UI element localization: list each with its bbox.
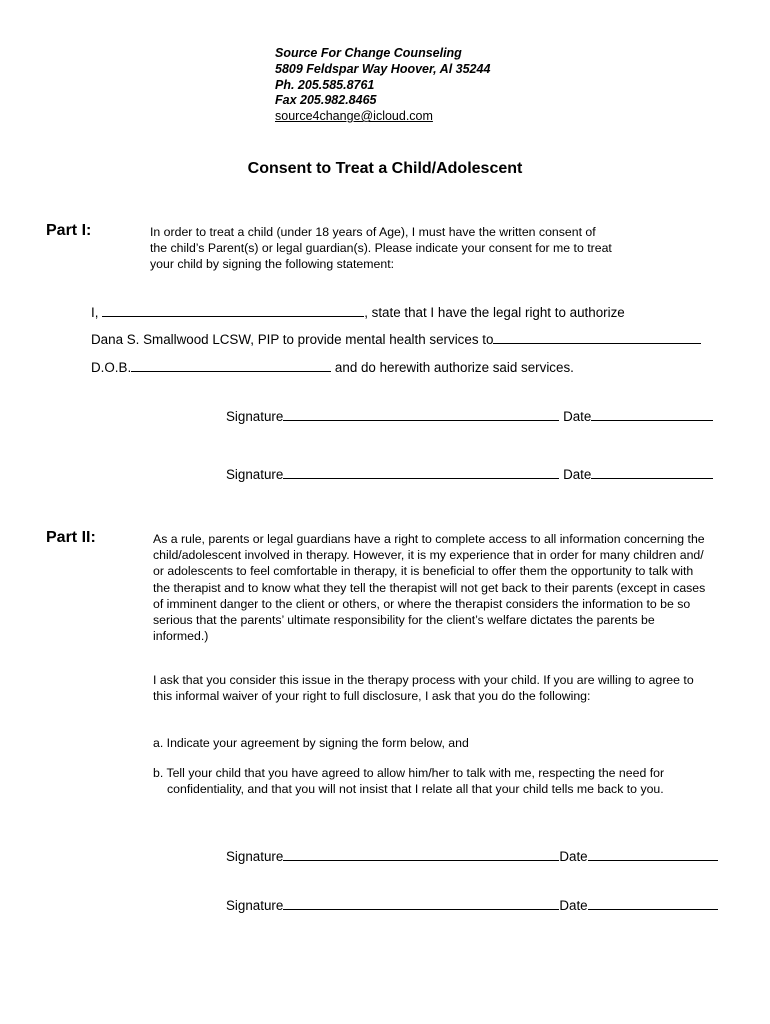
item-b-line-1: b. Tell your child that you have agreed to allow him/her to talk with me, respecting the need for (153, 766, 665, 780)
part1-signature-row-2 (226, 465, 713, 482)
child-name-field[interactable] (493, 330, 701, 344)
document-title: Consent to Treat a Child/Adolescent (247, 160, 523, 177)
part2-label: Part II: (46, 529, 96, 546)
part2-line: As a rule, parents or legal guardians have a right to complete access to all information concerning the (153, 532, 705, 546)
org-address: 5809 Feldspar Way Hoover, Al 35244 (275, 61, 491, 76)
provider-text: Dana S. Smallwood LCSW, PIP to provide mental health services to (91, 332, 494, 347)
signature-field[interactable] (283, 896, 559, 910)
consent-statement-line-3 (91, 358, 574, 375)
consent-statement-line-2 (91, 330, 701, 347)
i-suffix: , state that I have the legal right to authorize (364, 305, 625, 320)
part2-line: this informal waiver of your right to full disclosure, I ask that you do the following: (153, 689, 591, 704)
part1-line-3: your child by signing the following statement: (150, 257, 395, 272)
part1-label: Part I: (46, 222, 92, 239)
part1-signature-row-1 (226, 407, 713, 424)
part2-line: serious that the parents’ ultimate responsibility for the client’s welfare dictates the parents be (153, 613, 655, 628)
part1-line-1: In order to treat a child (under 18 years of Age), I must have the written consent of (150, 225, 596, 239)
signature-field[interactable] (283, 847, 559, 861)
part2-item-a: a. Indicate your agreement by signing the form below, and (153, 736, 469, 750)
dob-field[interactable] (131, 358, 331, 372)
part1-paragraph (150, 224, 612, 273)
i-prefix: I, (91, 305, 99, 320)
part2-line: informed.) (153, 629, 209, 644)
signature-field[interactable] (283, 407, 559, 421)
dob-suffix: and do herewith authorize said services. (334, 360, 574, 375)
part2-paragraph-1 (153, 531, 705, 644)
date-label: Date (563, 409, 592, 424)
signature-label: Signature (226, 409, 284, 424)
part2-line: of imminent danger to the client or others, or where the therapist considers the information to be so (153, 596, 691, 611)
org-fax: Fax 205.982.8465 (275, 93, 377, 108)
part2-signature-row-1 (226, 847, 718, 864)
letterhead (275, 46, 490, 125)
date-label: Date (563, 467, 592, 482)
part2-signature-row-2 (226, 896, 718, 913)
date-field[interactable] (588, 847, 718, 861)
part1-line-2: the child’s Parent(s) or legal guardian(s). Please indicate your consent for me to treat (150, 241, 612, 256)
date-label: Date (559, 898, 588, 913)
guardian-name-field[interactable] (102, 303, 364, 317)
part2-item-b (153, 765, 664, 797)
org-phone: Ph. 205.585.8761 (275, 77, 375, 92)
signature-label: Signature (226, 898, 284, 913)
part2-line: or adolescents to feel comfortable in therapy, it is beneficial to offer them the opportunity to talk with (153, 564, 694, 579)
date-field[interactable] (591, 407, 713, 421)
date-field[interactable] (591, 465, 713, 479)
consent-statement-line-1 (91, 303, 625, 320)
date-field[interactable] (588, 896, 718, 910)
org-email-link[interactable]: source4change@icloud.com (275, 109, 433, 124)
part2-line: the therapist and to know what they tell the therapist will not get back to their parents (except in cases (153, 580, 706, 595)
date-label: Date (559, 849, 588, 864)
signature-field[interactable] (283, 465, 559, 479)
dob-prefix: D.O.B. (91, 360, 132, 375)
item-b-line-2: confidentiality, and that you will not insist that I relate all that your child tells me back to you. (167, 782, 664, 797)
signature-label: Signature (226, 467, 284, 482)
part2-line: child/adolescent involved in therapy. However, it is my experience that in order for many children and/ (153, 548, 704, 563)
part2-line: I ask that you consider this issue in the therapy process with your child. If you are willing to agree to (153, 673, 694, 687)
org-name: Source For Change Counseling (275, 46, 462, 60)
signature-label: Signature (226, 849, 284, 864)
part2-paragraph-2 (153, 672, 694, 704)
